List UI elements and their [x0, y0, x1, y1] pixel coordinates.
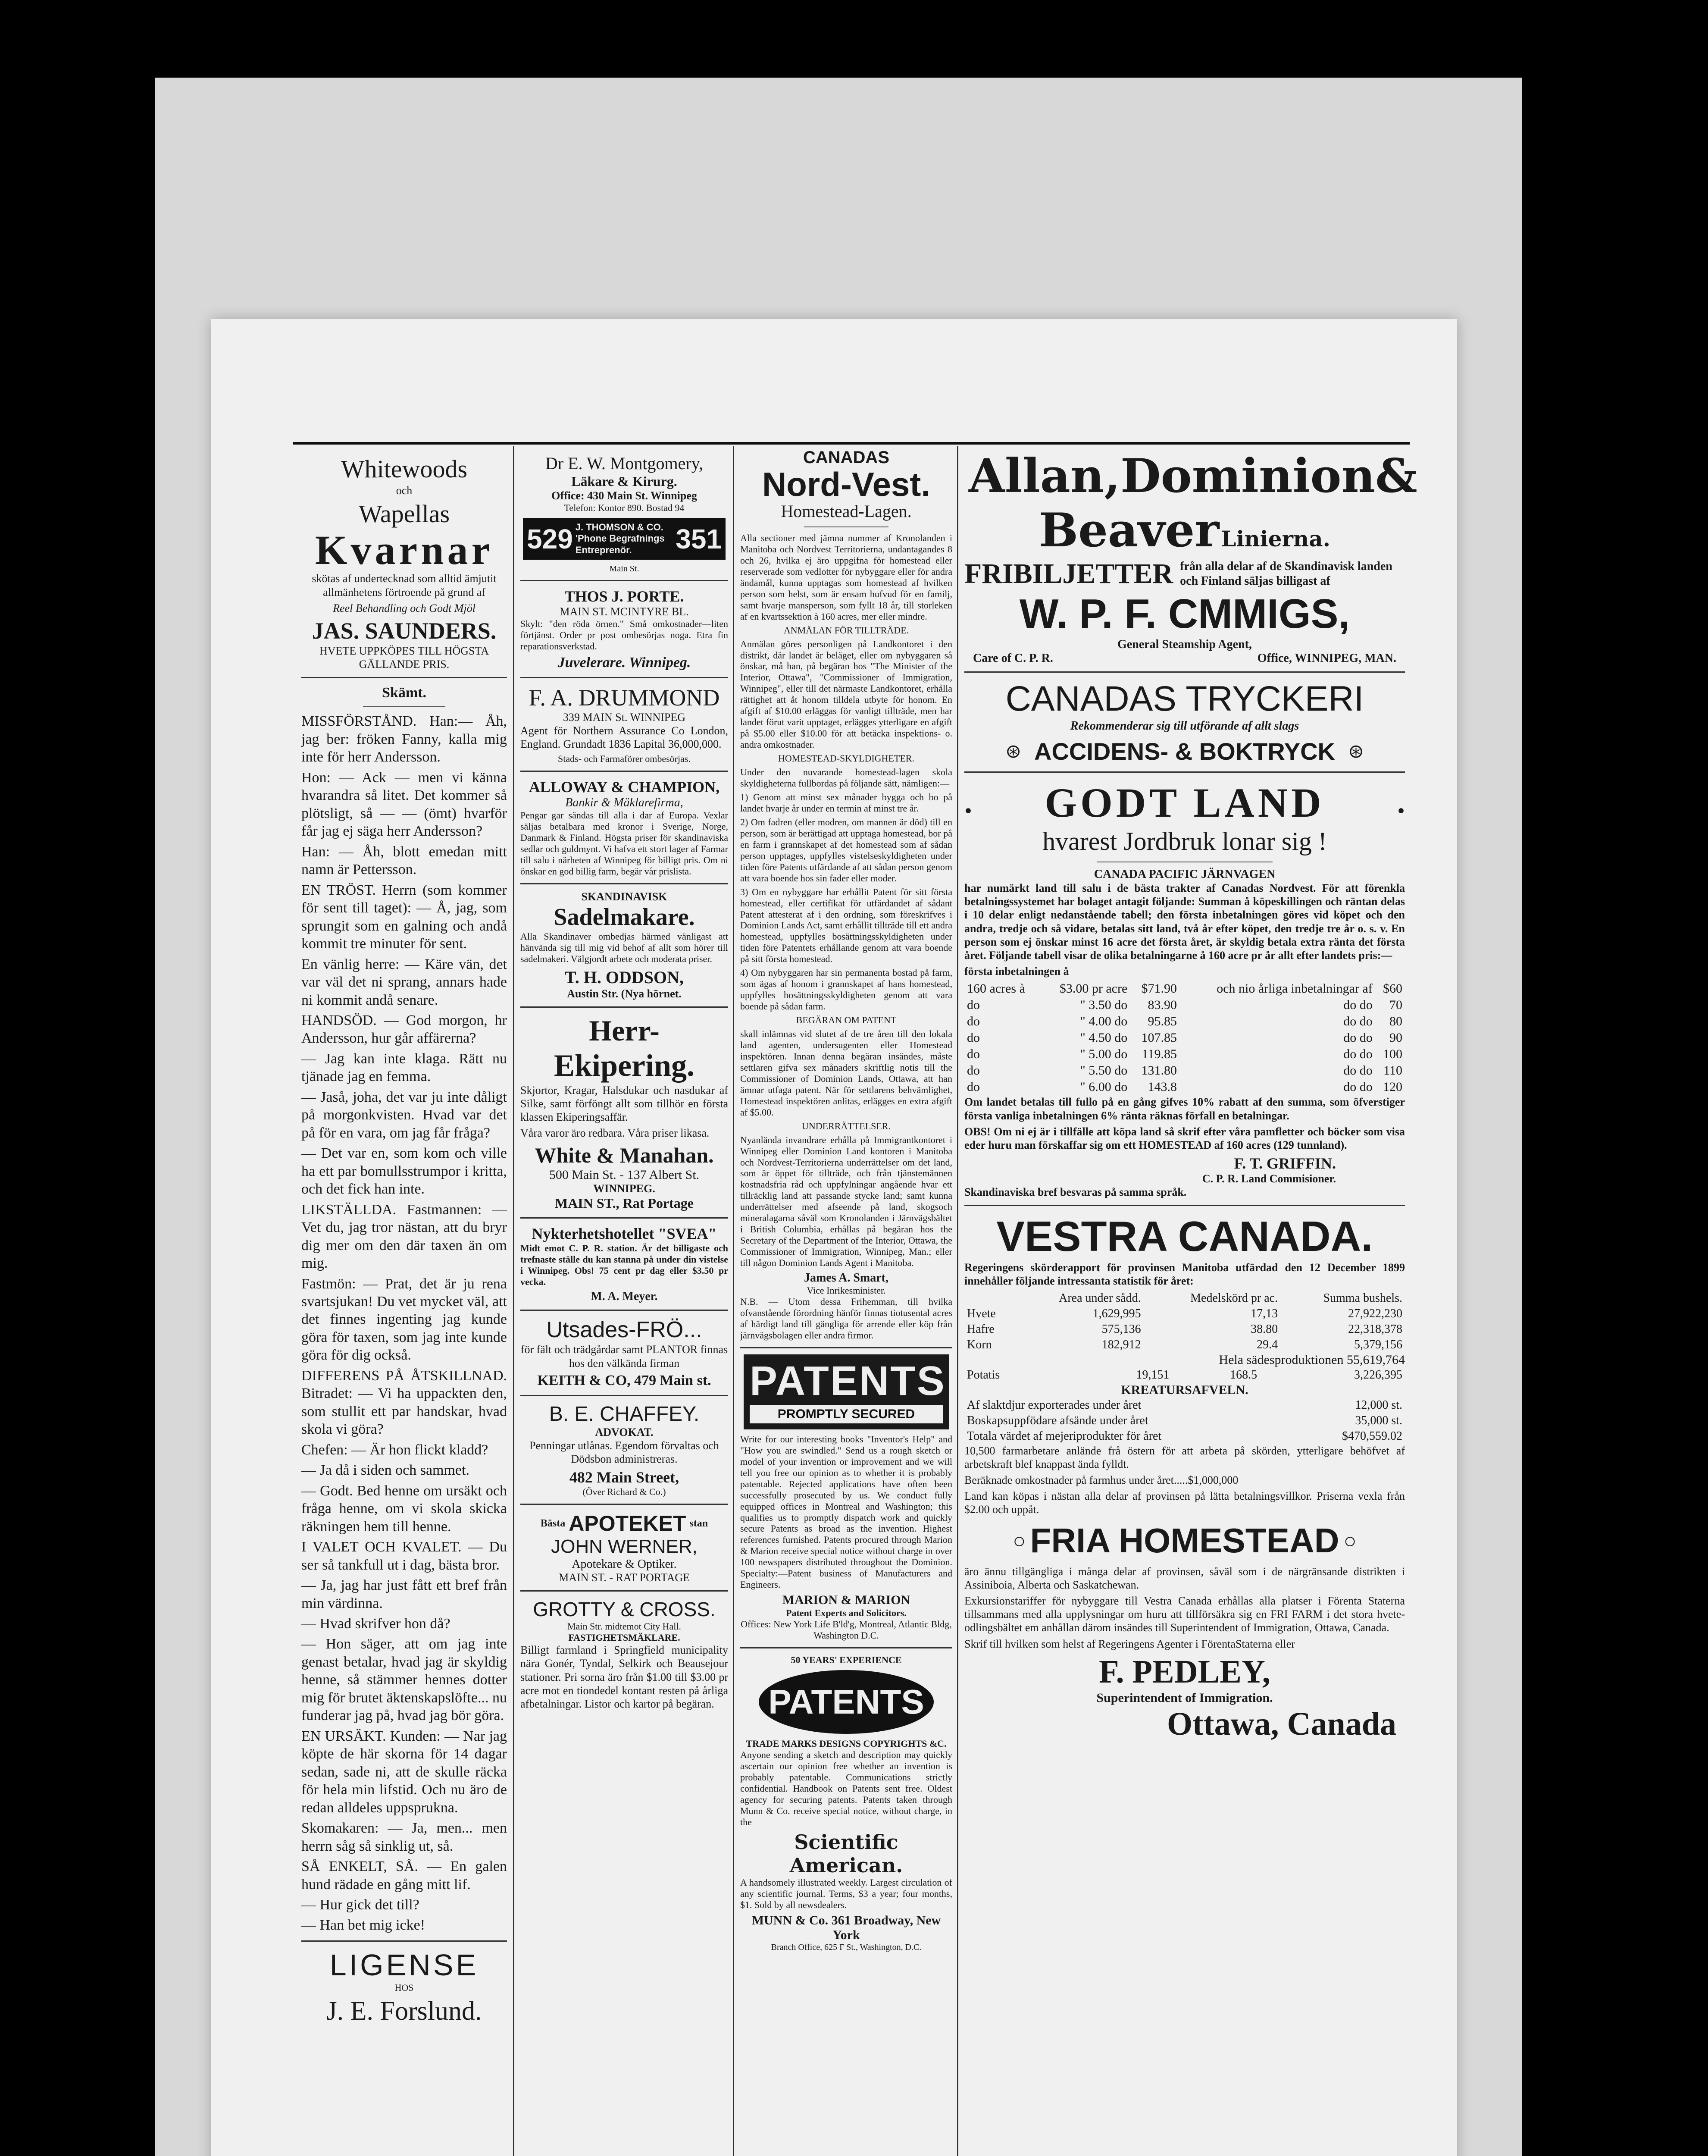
rate-row-cell: do do: [1343, 1014, 1373, 1029]
pedley-name: F. PEDLEY,: [1099, 1653, 1270, 1690]
werner-sub: Apotekare & Optiker.: [572, 1557, 677, 1571]
crop-header-cell: Medelskörd pr ac.: [1190, 1291, 1278, 1305]
kvarnar-heading: Kvarnar: [315, 526, 494, 573]
skamt-title: Skämt.: [382, 685, 426, 701]
griffin-name: F. T. GRIFFIN.: [1234, 1155, 1336, 1172]
rate-row-cell: 100: [1383, 1047, 1402, 1062]
tryckeri-heading: CANADAS TRYCKERI: [1005, 679, 1364, 718]
tryckeri-sub: Rekommenderar sig till utförande af allt slags: [1070, 719, 1299, 733]
skamt-para: EN TRÖST. Herrn (som kommer för sent till taget): — Å, jag, som sprungit som en galning och andå kommit tre minuter för sent.: [301, 882, 507, 952]
rate-row: [964, 1046, 1405, 1062]
alloway-name: ALLOWAY & CHAMPION,: [529, 778, 720, 796]
patents-2-title: PATENTS: [759, 1670, 933, 1734]
skamt-para: SÅ ENKELT, SÅ. — En galen hund rädade en gång mitt lif.: [301, 1858, 507, 1893]
skand-bref-text: Skandinaviska bref besvaras på samma språk.: [964, 1186, 1187, 1199]
cpr-text-2: Om landet betalas till fullo på en gång gifves 10% rabatt af den summa, som öfverstiger första vanliga inbetalningen 6% ränta räknas förfall en betalningar.: [964, 1096, 1405, 1122]
crop-total: Hela sädesproduktionen 55,619,764: [1219, 1352, 1405, 1367]
porte-text: Skylt: "den röda örnen." Små omkostnader—liten förtjänst. Order pr post ombesörjas noga. Etra fin reparationsverkstad.: [520, 618, 728, 652]
office-text: Office, WINNIPEG, MAN.: [1257, 652, 1396, 665]
rate-row-cell: do do: [1343, 1047, 1373, 1062]
cmmigs-address-row: [964, 652, 1405, 665]
beaver-text: Beaver: [1039, 503, 1220, 558]
oddson-address: Austin Str. (Nya hörnet.: [567, 987, 682, 1000]
grotty-address: Main Str. midtemot City Hall.: [567, 1621, 681, 1632]
porte-address: MAIN ST. MCINTYRE BL.: [560, 605, 689, 618]
rate-row: [964, 997, 1405, 1013]
fria-text-3: Skrif till hvilken som helst af Regeringens Agenter i FörentaStaterna eller: [964, 1637, 1295, 1650]
rate-row-cell: do do: [1343, 1080, 1373, 1094]
rate-row: [964, 1062, 1405, 1079]
kreatur-heading: KREATURSAFVELN.: [1121, 1382, 1248, 1397]
rate-row-cell: " 4.50 do: [1080, 1031, 1128, 1045]
fribiljetter-row: [964, 558, 1405, 590]
ekipering-text: Skjortor, Kragar, Halsdukar och nasdukar af Silke, samt förföngt allt som tillhör en första klassen Ekiperingsaffär.: [520, 1084, 728, 1124]
montgomery-office: Office: 430 Main St. Winnipeg: [551, 489, 697, 502]
alloway-sub: Bankir & Mäklarefirma,: [565, 796, 683, 810]
ekipering-heading: Ekipering.: [554, 1048, 695, 1083]
rate-row-cell: " 3.50 do: [1080, 998, 1128, 1012]
rate-row: [964, 981, 1405, 997]
och-text: och: [396, 484, 413, 497]
underrattelser-para: Nyanlända invandrare erhålla på Immigrantkontoret i Winnipeg eller Dominion Land kontoren i Manitoba och Nordvest-Territorierna underrättelser om det land, som är öppet för tillträde, och från tjänstemännen kostnadsfria råd och uppfylningar angående hvar ett tillräcklig land att passande stycke land; samt kunna underrättelser med afseende på land, skogsoch mineralagarna såväl som Kronolanden i Järnvägsbältet i British Columbia, erhållas på begäran hos the Secretary of the Department of the Interior, Ottawa, the Commissioner of Immigration, Winnipeg, Man.; eller till någon Dominion Lands Agent i Manitoba.: [740, 1134, 952, 1269]
crop-header-row: [964, 1291, 1405, 1306]
grotty-sub: FASTIGHETSMÄKLARE.: [568, 1632, 680, 1643]
divider: [520, 1504, 728, 1505]
column-2: [513, 446, 734, 2156]
divider: [964, 771, 1405, 773]
nordvest-heading: Nord-Vest.: [762, 465, 931, 503]
linierna-text: Linierna.: [1221, 526, 1331, 552]
rate-row-cell: do: [967, 1080, 980, 1094]
apoteket-heading: [520, 1511, 728, 1536]
potatis-cell: 3,226,395: [1354, 1368, 1402, 1382]
porte-sub: Juvelerare. Winnipeg.: [557, 654, 691, 671]
keith-name: KEITH & CO, 479 Main st.: [537, 1372, 711, 1388]
divider: [520, 1217, 728, 1219]
rate-row-cell: 110: [1383, 1063, 1402, 1078]
rate-row-cell: 131.80: [1141, 1063, 1177, 1078]
kreatur-row-cell: Af slaktdjur exporterades under året: [967, 1398, 1142, 1412]
rate-row: [964, 1030, 1405, 1046]
marion-offices: Offices: New York Life B'ld'g, Montreal, Atlantic Bldg, Washington D.C.: [741, 1619, 952, 1641]
herr-heading: Herr-: [589, 1014, 660, 1047]
crop-row-cell: 38.80: [1251, 1322, 1278, 1336]
homestead-para: Alla sectioner med jämna nummer af Kronolanden i Manitoba och Nordvest Territorierna, undantagandes 8 och 26, hvilka ej äro uppgifna för homestead eller reserverade som vedlotter för nybyggare eller för andra ändamål, kunna upptagas som homestead af hvilken person som helst, som är ensam hufvud för en familj, samt hvarje mansperson, som fyllt 18 år, till storleken af en kvartssektion à 160 acres, mer eller mindre.: [740, 533, 952, 622]
potatis-row: [964, 1367, 1405, 1383]
crop-row-cell: 27,922,230: [1348, 1307, 1402, 1320]
skyldigheter-para: 4) Om nybyggaren har sin permanenta bostad på farm, som ägas af honom i grannskapet af hans homestead, uppfylles bosättningsskyldigheten genom att vara boende på sådan farm.: [740, 967, 952, 1012]
skamt-para: EN URSÄKT. Kunden: — Nar jag köpte de här skorna för 14 dagar sedan, sade ni, att de skulle räcka för hela min lifstid. Och nu äro de redan alldeles uppsprukna.: [301, 1728, 507, 1816]
kreatur-row: [964, 1413, 1405, 1429]
white-manahan-name: White & Manahan.: [535, 1143, 714, 1167]
bullet-icon: ⊛: [1005, 741, 1022, 762]
griffin-sub: C. P. R. Land Commisioner.: [1202, 1172, 1336, 1185]
rate-row-cell: do do: [1343, 1063, 1373, 1078]
forslund-name: J. E. Forslund.: [326, 1996, 482, 2026]
skamt-para: Hon: — Ack — men vi känna hvarandra så litet. Det kommer så plötsligt, så — — (ömt) hvarför får jag ej säga herr Andersson?: [301, 769, 507, 840]
accidens-row: [964, 737, 1405, 765]
divider: [964, 671, 1405, 673]
skyldigheter-heading: HOMESTEAD-SKYLDIGHETER.: [778, 753, 914, 764]
care-text: Care of C. P. R.: [973, 652, 1053, 665]
rate-row-cell: do: [967, 1031, 980, 1045]
crop-header-cell: Area under sådd.: [1059, 1291, 1141, 1305]
rate-row: [964, 1079, 1405, 1095]
rate-row-cell: 80: [1389, 1014, 1402, 1029]
crop-row-cell: 5,379,156: [1354, 1338, 1402, 1351]
skamt-para: — Hon säger, att om jag inte genast betalar, hvad jag är skyldig henne, så stämmer hennes dotter mig för brutet äktenskapslöfte... nu funderar jag på, hvad jag bör göra.: [301, 1636, 507, 1724]
smart-title: Vice Inrikesminister.: [807, 1285, 886, 1296]
crop-row-cell: 17,13: [1251, 1307, 1278, 1320]
skamt-para: Han: — Åh, blott emedan mitt namn är Pettersson.: [301, 843, 507, 878]
begaran-heading: BEGÄRAN OM PATENT: [796, 1015, 897, 1026]
divider: [520, 1395, 728, 1396]
rate-row-cell: 143.8: [1148, 1080, 1177, 1094]
rate-row-cell: $60: [1383, 981, 1402, 996]
chaffey-name: B. E. CHAFFEY.: [549, 1402, 700, 1426]
cpr-title: CANADA PACIFIC JÄRNVAGEN: [1094, 868, 1276, 881]
ottawa-text: Ottawa, Canada: [1167, 1705, 1396, 1742]
divider: [520, 1006, 728, 1008]
skamt-para: — Jag kan inte klaga. Rätt nu tjänade jag en femma.: [301, 1050, 507, 1085]
fribiljetter-text: från alla delar af de Skandinavisk landen och Finland säljas billigast af: [1180, 560, 1392, 588]
white-address: 500 Main St. - 137 Albert St.: [549, 1167, 700, 1182]
potatis-cell: 19,151: [1136, 1368, 1170, 1382]
kreatur-row-cell: Totala värdet af mejeriprodukter för året: [967, 1429, 1162, 1443]
anmalan-heading: ANMÄLAN FÖR TILLTRÄDE.: [783, 624, 909, 636]
beaver-heading: [964, 503, 1405, 558]
kvarnar-italic: Reel Behandling och Godt Mjöl: [333, 602, 475, 614]
crop-header-cell: Summa bushels.: [1323, 1291, 1402, 1305]
kreatur-row: [964, 1429, 1405, 1444]
divider-short: [363, 706, 445, 707]
thomson-text: J. THOMSON & CO. 'Phone Begrafnings Entreprenör.: [575, 521, 665, 555]
montgomery-telefon: Telefon: Kontor 890. Bostad 94: [564, 502, 685, 513]
rate-row-cell: " 6.00 do: [1080, 1080, 1128, 1094]
cpr-text-3: OBS! Om ni ej är i tillfälle att köpa land så skrif efter våra pamfletter och böcker som visa eder huru man förskaffar sig om ett HOMESTEAD af 160 acres (129 tunnland).: [964, 1125, 1405, 1151]
crop-row-cell: 1,629,995: [1092, 1307, 1141, 1320]
rate-row-cell: do: [967, 1063, 980, 1078]
cmmigs-sub: General Steamship Agent,: [1117, 638, 1252, 651]
potatis-table: [964, 1367, 1405, 1383]
homestead-heading: Homestead-Lagen.: [781, 501, 912, 521]
grotty-text: Billigt farmland i Springfield municipality nära Gonér, Tyndal, Selkirk och Beausejour stationer. Pri sorna äro från $1.00 till $3.00 pr acre mot en tiondedel kontant resten på årliga afbetalningar. Listor och kartor på begäran.: [520, 1644, 728, 1710]
skamt-para: — Ja då i siden och sammet.: [301, 1462, 469, 1479]
rate-row-cell: 120: [1383, 1080, 1402, 1094]
rate-row: [964, 1013, 1405, 1030]
skamt-para: — Hur gick det till?: [301, 1897, 419, 1913]
skamt-para: — Ja, jag har just fått ett bref från min värdinna.: [301, 1577, 507, 1611]
anmalan-para: Anmälan göres personligen på Landkontoret i den distrikt, där landet är beläget, eller om nybyggaren så önskar, må han, på begäran hos "The Minister of the Interior, Ottawa", "Commissioner of Immigration, Winnipeg", eller till det närmaste Landkontoret, erhålla rättighet att åt honom tilldela utbyte för honom. En afgift af $10.00 erläggas för vanligt tillträde, men har landet förut varit upptaget, erlägges ytterligare en afgift på $5.00 eller $10.00 för att betäcka inspektions- o. andra omkostnader.: [740, 638, 952, 750]
potatis-cell: Potatis: [967, 1368, 1000, 1382]
rate-row-cell: och nio årliga inbetalningar af: [1217, 981, 1373, 996]
godt-land-heading: GODT LAND: [1045, 780, 1325, 826]
skamt-para: — Jaså, joha, det var ju inte dåligt på morgonkvisten. Hvad var det på för en vara, om jag får fråga?: [301, 1089, 507, 1141]
circle-icon: ○: [1013, 1528, 1026, 1553]
skyldigheter-para: 3) Om en nybyggare har erhållit Patent för sitt första homestead, eller certifikat för utfärdandet af sådant Patent attesterat af i den ordning, som föreskrifves i Dominion Lands Act, samt erhållit tillträde till ett andra homestead, uppfylles bosättningsskyldigheten under tiden före Patentets erhållande genom att vara boende på sitt första homestead.: [740, 886, 952, 965]
ekipering-text-2: Våra varor äro redbara. Våra priser likasa.: [520, 1127, 710, 1140]
divider-short: [804, 526, 889, 527]
kreatur-row: [964, 1398, 1405, 1413]
thomson-address: Main St.: [609, 564, 639, 574]
svea-title: Nykterhetshotellet "SVEA": [532, 1225, 717, 1242]
munn-sub: Branch Office, 625 F St., Washington, D.C.: [771, 1942, 922, 1952]
whitewoods-heading: Whitewoods: [341, 455, 468, 483]
skamt-para: — Han bet mig icke!: [301, 1917, 425, 1934]
rate-table: [964, 981, 1405, 1095]
patents-2-marks: TRADE MARKS DESIGNS COPYRIGHTS &C.: [746, 1738, 947, 1749]
potatis-cell: 168.5: [1230, 1368, 1258, 1382]
crop-row-cell: 182,912: [1101, 1338, 1141, 1351]
divider: [520, 771, 728, 772]
vestra-text-4: Land kan köpas i nästan alla delar af provinsen på lätta betalningsvillkor. Priserna vexla från $2.00 och uppåt.: [964, 1490, 1405, 1516]
divider: [520, 580, 728, 581]
rate-row-cell: do: [967, 998, 980, 1012]
crop-row-cell: 29.4: [1257, 1338, 1278, 1351]
divider: [520, 677, 728, 678]
rate-row-cell: 70: [1389, 998, 1402, 1012]
drummond-text: Agent för Northern Assurance Co London, England. Grundadt 1836 Lapital 36,000,000.: [520, 724, 728, 751]
rate-row-cell: 95.85: [1148, 1014, 1177, 1029]
marion-name: MARION & MARION: [782, 1593, 910, 1608]
oddson-name: T. H. ODDSON,: [565, 967, 684, 987]
skamt-para: MISSFÖRSTÅND. Han:— Åh, jag ber: fröken Fanny, kalla mig inte för herr Andersson.: [301, 713, 507, 765]
vestra-text: Regeringens skörderapport för provinsen Manitoba utfärdad den 12 December 1899 innehåller följande intressanta statistik för året:: [964, 1261, 1405, 1288]
crop-row: [964, 1322, 1405, 1337]
cpr-text: har numärkt land till salu i de bästa trakter af Canadas Nordvest. För att förenkla betalningssystemet har bolaget antagit följande: Summan å köpeskillingen och räntan delas i 10 delar enligt nedanstående tabell; den första inbetalningen göres vid köpet och den andra, tredje och så vidare, betalas sitt land, två år efter köpet, den tredje tre år o. s. v. En person som ej önskar minst 16 acre det första året, är skyldig betala extra ränta det första året. Följande tabell visar de olika betalningarne å 160 acre pr år allt efter landets pris:—: [964, 882, 1405, 962]
patents-ad-1: [744, 1354, 949, 1429]
kreatur-row-cell: 35,000 st.: [1355, 1413, 1402, 1427]
divider: [301, 677, 507, 678]
skamt-para: — Godt. Bed henne om ursäkt och fråga henne, om vi skola skicka räkningen hem till henne.: [301, 1482, 507, 1535]
allan-text: Allan,: [969, 449, 1120, 503]
patents-2-years: 50 YEARS' EXPERIENCE: [791, 1655, 902, 1666]
patents-1-sub: PROMPTLY SECURED: [750, 1405, 943, 1423]
fria-heading: FRIA HOMESTEAD: [1030, 1521, 1339, 1560]
rate-row-cell: " 4.00 do: [1080, 1014, 1128, 1029]
saunders-sub: HVETE UPPKÖPES TILL HÖGSTA GÄLLANDE PRIS.: [319, 645, 489, 671]
dot-icon: .: [964, 785, 972, 820]
skamt-para: Skomakaren: — Ja, men... men herrn såg så sinklig ut, så.: [301, 1820, 507, 1854]
skamt-para: HANDSÖD. — God morgon, hr Andersson, hur går affärerna?: [301, 1012, 507, 1047]
white-city: WINNIPEG.: [593, 1182, 655, 1195]
skyldigheter-para: Under den nuvarande homestead-lagen skola skyldigheterna fullbordas på följande sätt, nämligen:—: [740, 767, 952, 789]
utsades-text: för fält och trädgårdar samt PLANTOR finnas hos den välkända firman: [520, 1343, 728, 1369]
patents-2-text: Anyone sending a sketch and description may quickly ascertain our opinion free whether an invention is probably patentable. Communications strictly confidential. Handbook on Patents sent free. Oldest agency for securing patents. Patents taken through Munn & Co. receive special notice, without charge, in the: [740, 1749, 952, 1827]
canadas-text: CANADAS: [803, 448, 889, 467]
nb-text: N.B. — Utom dessa Frihemman, till hvilka ofvanstående förordning hänför finnas tiotusental acres af härdigt land till gängliga för arrende eller köp från järnvägsbolagen eller andra firmor.: [740, 1296, 952, 1341]
skyldigheter-para: 1) Genom att minst sex månader bygga och bo på landet hvarje år under en termin af minst tre år.: [740, 791, 952, 814]
werner-address: MAIN ST. - RAT PORTAGE: [559, 1571, 690, 1584]
godt-land-row: [964, 779, 1405, 827]
porte-name: THOS J. PORTE.: [564, 588, 684, 605]
drummond-name: F. A. DRUMMOND: [529, 684, 720, 711]
marion-sub: Patent Experts and Solicitors.: [786, 1608, 907, 1619]
ampersand-text: &: [1375, 449, 1417, 503]
thomson-number-2: 351: [676, 523, 722, 555]
rate-row-cell: 160 acres à: [967, 981, 1025, 996]
skamt-para: I VALET OCH KVALET. — Du ser så tankfull ut i dag, bästa bror.: [301, 1539, 507, 1573]
vestra-text-3: Beräknade omkostnader på farmhus under året.....$1,000,000: [964, 1474, 1239, 1486]
skamt-para: LIKSTÄLLDA. Fastmannen: — Vet du, jag tror nästan, att du bryr dig mer om den där taxen än om mig.: [301, 1201, 507, 1272]
divider: [964, 1205, 1405, 1206]
chaffey-address: 482 Main Street,: [569, 1469, 679, 1486]
hvarest-text: hvarest Jordbruk lonar sig !: [1042, 827, 1327, 856]
fria-row: [964, 1521, 1405, 1561]
skamt-paras: [301, 712, 507, 1934]
crop-row-cell: 575,136: [1101, 1322, 1141, 1336]
rate-row-cell: $71.90: [1141, 981, 1177, 996]
rate-row-cell: 90: [1389, 1031, 1402, 1045]
crop-row-cell: Korn: [967, 1338, 992, 1351]
crop-row-cell: 22,318,378: [1348, 1322, 1402, 1336]
scientific-american-title: Scientific American.: [789, 1830, 903, 1877]
skamt-para: En vänlig herre: — Käre vän, det var väl det ni sprang, annars hade ni kommit andå senare.: [301, 956, 507, 1008]
hos-text: HOS: [394, 1982, 414, 1993]
crop-row: [964, 1306, 1405, 1322]
sadelmakare-heading: Sadelmakare.: [554, 904, 695, 931]
dot-icon: .: [1397, 785, 1405, 820]
fria-text: äro ännu tillgängliga i många delar af provinsen, såväl som i de närgränsande distrikten i Assiniboia, Alberta och Saskatchewan.: [964, 1565, 1405, 1591]
fribiljetter-heading: FRIBILJETTER: [964, 558, 1173, 589]
patents-ad-2: [744, 1670, 949, 1734]
patents-1-text: Write for our interesting books "Inventor's Help" and "How you are swindled." Send us a rough sketch or model of your invention or improvement and we will tell you free our opinion as to whether it is probably patentable. Rejected applications have often been successfully prosecuted by us. We conduct fully equipped offices in Montreal and Washington; this qualifies us to promptly dispatch work and quickly secure Patents as broad as the invention. Highest references furnished. Patents procured through Marion & Marion receive special notice without charge in over 100 newspapers distributed throughout the Dominion. Specialty:—Patent business of Manufacturers and Engineers.: [740, 1433, 952, 1590]
stan-text: stan: [689, 1517, 708, 1529]
white-sub: MAIN ST., Rat Portage: [554, 1195, 694, 1211]
kvarnar-text: skötas af undertecknad som alltid ämjutit allmänhetens förtroende på grund af: [312, 572, 497, 599]
crop-header-cell: [964, 1291, 1014, 1306]
rate-row-cell: $3.00 pr acre: [1059, 981, 1128, 996]
montgomery-name: Dr E. W. Montgomery,: [545, 454, 704, 473]
allan-heading: [964, 449, 1417, 503]
crop-table: [964, 1291, 1405, 1353]
skyldigheter-para: 2) Om fadren (eller modren, om mannen är död) till en person, som är berättigad att upptaga homestead, bor på en farm i grannskapet af det homestead som af sådan person upptages, uppfylles vistelseskyldigheten under tiden före Patents utfärdande af att sådan person genom att vara boende hos sin fader eller moder.: [740, 816, 952, 884]
divider: [301, 1940, 507, 1942]
smart-name: James A. Smart,: [804, 1271, 888, 1285]
kreatur-row-cell: Boskapsuppfödare afsände under året: [967, 1413, 1148, 1427]
rate-table-head: första inbetalningen å: [964, 965, 1069, 978]
rate-row-cell: do: [967, 1047, 980, 1062]
skamt-para: — Det var en, som kom och ville ha ett par bomullsstrumpor i kritta, och det fick han inte.: [301, 1145, 507, 1197]
werner-name: JOHN WERNER,: [551, 1536, 698, 1557]
chaffey-text: Penningar utlånas. Egendom förvaltas och Dödsbon administreras.: [529, 1439, 719, 1466]
munn-name: MUNN & Co. 361 Broadway, New York: [751, 1913, 941, 1942]
rate-row-cell: " 5.00 do: [1080, 1047, 1128, 1062]
cmmigs-name: W. P. F. CMMIGS,: [1019, 591, 1350, 637]
column-1: [295, 446, 513, 2156]
rate-row-cell: 83.90: [1148, 998, 1177, 1012]
crop-row: [964, 1337, 1405, 1353]
skamt-para: DIFFERENS PÅ ÅTSKILLNAD. Bitradet: — Vi ha uppackten den, som stullit ett par handskar, hvad skola vi göra?: [301, 1367, 507, 1438]
drummond-sub: Stads- och Farmaförer ombesörjas.: [558, 753, 691, 765]
circle-icon: ○: [1343, 1528, 1357, 1553]
kreatur-row-cell: 12,000 st.: [1355, 1398, 1402, 1412]
wapellas-heading: Wapellas: [358, 499, 450, 528]
skamt-para: — Hvad skrifver hon då?: [301, 1615, 450, 1632]
rate-row-cell: 107.85: [1141, 1031, 1177, 1045]
rate-row-cell: do do: [1343, 998, 1373, 1012]
rate-row-cell: 119.85: [1142, 1047, 1177, 1062]
advokat-text: ADVOKAT.: [595, 1426, 654, 1438]
saunders-name: JAS. SAUNDERS.: [312, 617, 497, 644]
divider: [520, 1590, 728, 1592]
column-4: [957, 446, 1417, 2156]
divider: [740, 1647, 952, 1648]
rate-row-cell: " 5.50 do: [1080, 1063, 1128, 1078]
column-3: [733, 446, 958, 2156]
svea-name: M. A. Meyer.: [591, 1290, 658, 1304]
drummond-address: 339 MAIN St. WINNIPEG: [563, 711, 686, 724]
thomson-number-1: 529: [527, 523, 573, 555]
kreatur-table: [964, 1398, 1405, 1444]
basta-text: Bästa: [540, 1517, 566, 1529]
divider: [740, 1347, 952, 1348]
kreatur-row-cell: $470,559.02: [1342, 1429, 1402, 1443]
apoteket-text: APOTEKET: [569, 1511, 686, 1536]
fria-text-2: Exkursionstariffer för nybyggare till Vestra Canada erhållas alla platser i Förenta Staterna tillsammans med alla upplysningar om huru att tillförsäkra sig en FRI FARM i det stora hvete-odlingsbältet em anhållan därom insändes till Superintendent of Immigration, Ottawa, Canada.: [964, 1594, 1405, 1634]
top-rule: [293, 442, 1410, 445]
sadel-text: Alla Skandinaver ombedjas härmed vänligast att hänvända sig till mig vid behof af allt som hörer till sadelmakeri. Välgjordt arbete och moderata priser.: [520, 931, 728, 964]
crop-row-cell: Hvete: [967, 1307, 996, 1320]
skandinavisk-text: SKANDINAVISK: [581, 890, 667, 903]
ligense-heading: LIGENSE: [329, 1948, 479, 1982]
bullet-icon: ⊛: [1348, 741, 1364, 762]
dominion-text: Dominion: [1120, 449, 1376, 503]
utsades-heading: Utsades-FRÖ...: [546, 1317, 702, 1343]
thomson-ad: [523, 518, 726, 560]
skamt-para: Fastmön: — Prat, det är ju rena svartsjukan! Du vet mycket väl, att det finnes ingenting jag kunde göra för taxen, som jag inte kunde göra för dig också.: [301, 1275, 507, 1363]
rate-row-cell: do do: [1343, 1031, 1373, 1045]
alloway-text: Pengar gar sändas till alla i dar af Europa. Vexlar säljas betalbara med kronor i Sverige, Norge, Danmark & Finland. Högsta priser för skandinaviska sedlar och guldmynt. Vi hafva ett stort lager af Farmar till salu i närheten af Winnipeg för billigt pris. Om ni önskar en god billig farm, begär vår prislista.: [520, 810, 728, 877]
underrattelser-heading: UNDERRÄTTELSER.: [802, 1120, 891, 1131]
skamt-para: Chefen: — Är hon flickt kladd?: [301, 1442, 488, 1458]
lakare-text: Läkare & Kirurg.: [571, 473, 677, 489]
chaffey-address-2: (Över Richard & Co.): [582, 1486, 666, 1498]
accidens-heading: ACCIDENS- & BOKTRYCK: [1034, 738, 1335, 765]
pedley-sub: Superintendent of Immigration.: [1096, 1690, 1273, 1705]
divider: [520, 883, 728, 884]
divider: [520, 1310, 728, 1311]
vestra-text-2: 10,500 farmarbetare anlände frå östern för att arbeta på skörden, ytterligare behöfvet af arbetskraft blef knappast ända fylldt.: [964, 1444, 1405, 1470]
grotty-name: GROTTY & CROSS.: [533, 1598, 716, 1621]
begaran-para: skall inlämnas vid slutet af de tre åren till den lokala land agenten, undersugenten eller Homestead inspektören. Innan denna begäran insändes, måste settlaren gifva sex månaders skriftlig notis till the Commissioner of Dominion Lands, Ottawa, att han ämnar utfaga patent. När för settlarens behvämlighet, Homestead inspektören anlitas, erlägges en extra afgift af $5.00.: [740, 1028, 952, 1118]
crop-row-cell: Hafre: [967, 1322, 995, 1336]
rate-row-cell: do: [967, 1014, 980, 1029]
scientific-american-text: A handsomely illustrated weekly. Largest circulation of any scientific journal. Terms, $3 a year; four months, $1. Sold by all newsdealers.: [740, 1877, 952, 1910]
patents-1-title: PATENTS: [750, 1357, 946, 1404]
vestra-canada-heading: VESTRA CANADA.: [996, 1213, 1373, 1260]
svea-text: Midt emot C. P. R. station. Är det billigaste och trefnaste ställe du kan stanna på under din vistelse i Winnipeg. Obs! 75 cent pr dag eller $3.50 pr vecka.: [520, 1242, 728, 1287]
